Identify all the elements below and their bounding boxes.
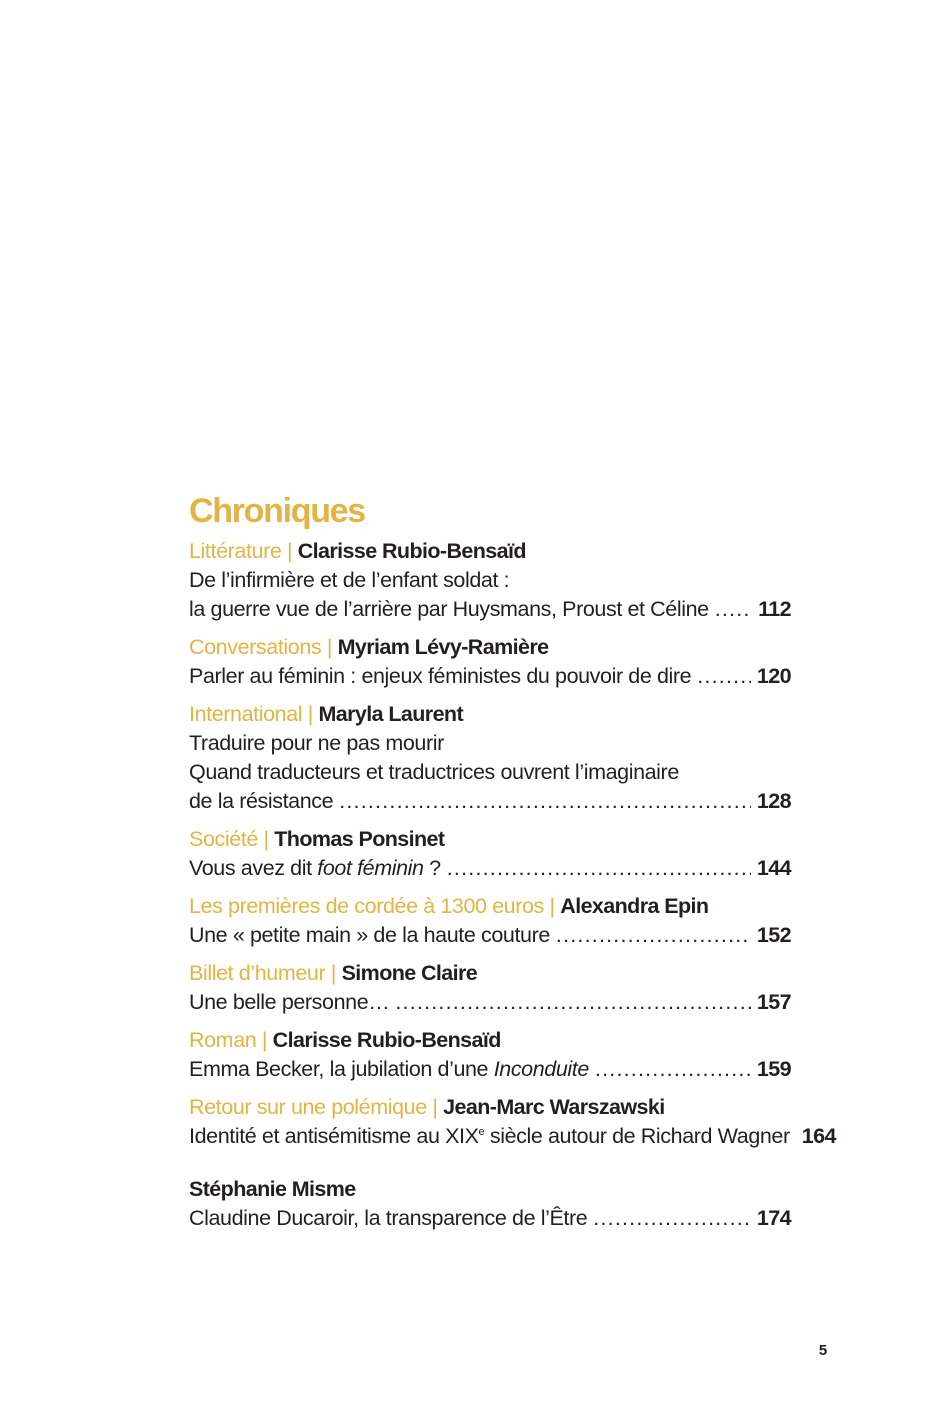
entry-author: Clarisse Rubio-Bensaïd: [297, 539, 526, 563]
separator: |: [330, 961, 336, 985]
page-number[interactable]: 159: [756, 1057, 791, 1081]
entry-rubric: Conversations: [189, 635, 322, 659]
entry-author: Stéphanie Misme: [189, 1177, 356, 1201]
dot-leader: [715, 595, 752, 624]
dot-leader: [595, 1055, 751, 1084]
table-of-contents: [189, 490, 836, 1242]
dot-leader: [395, 988, 751, 1017]
entry-author: Maryla Laurent: [318, 702, 464, 726]
entry-author: Thomas Ponsinet: [274, 827, 445, 851]
entry-title-text: Une belle personne…: [189, 990, 390, 1014]
entry-title-text: de la résistance: [189, 789, 334, 813]
page-number[interactable]: 120: [756, 664, 791, 688]
dot-leader: [447, 854, 751, 883]
entry-rubric: Société: [189, 827, 258, 851]
entry-header: [189, 825, 791, 854]
entry-title-text: Emma Becker, la jubilation d’une Inconduite: [189, 1057, 589, 1081]
entry-author: Alexandra Epin: [560, 894, 709, 918]
separator: |: [261, 1028, 268, 1052]
entry-header: [189, 1026, 791, 1055]
entry-title-text: Claudine Ducaroir, la transparence de l’Être: [189, 1206, 588, 1230]
separator: |: [263, 827, 269, 851]
entry-title-text: Vous avez dit foot féminin ?: [189, 856, 441, 880]
entry-title-line: De l’infirmière et de l’enfant soldat :: [189, 568, 510, 592]
entry-rubric: Les premières de cordée à 1300 euros: [189, 894, 544, 918]
toc-entry: [189, 1026, 791, 1084]
entry-rubric: Retour sur une polémique: [189, 1095, 427, 1119]
toc-entry: [189, 959, 791, 1017]
entry-author: Simone Claire: [341, 961, 478, 985]
entry-title-text: la guerre vue de l’arrière par Huysmans, Proust et Céline: [189, 597, 709, 621]
page-number[interactable]: 164: [801, 1124, 836, 1148]
page-number[interactable]: 128: [756, 789, 791, 813]
dot-leader: [556, 921, 751, 950]
entry-header: [189, 700, 791, 729]
dot-leader: [339, 787, 751, 816]
entry-header: [189, 537, 791, 566]
separator: |: [549, 894, 555, 918]
toc-entry: [189, 700, 791, 816]
entry-rubric: Billet d’humeur: [189, 961, 326, 985]
entry-title-line: [189, 787, 791, 816]
entry-header: [189, 959, 791, 988]
entry-title-line: [189, 1055, 791, 1084]
page-number[interactable]: 144: [756, 856, 791, 880]
folio-page-number: 5: [818, 1342, 828, 1359]
page-number[interactable]: 152: [756, 923, 791, 947]
page-number[interactable]: 157: [756, 990, 791, 1014]
entry-rubric: Littérature: [189, 539, 282, 563]
dot-leader: [593, 1204, 751, 1233]
entry-title-text: Identité et antisémitisme au XIXe siècle autour de Richard Wagner: [189, 1124, 790, 1148]
entry-title-line: Quand traducteurs et traductrices ouvrent l’imaginaire: [189, 760, 679, 784]
entry-header: [189, 1175, 791, 1204]
section-title: Chroniques: [189, 492, 365, 530]
toc-entry: [189, 825, 791, 883]
separator: |: [326, 635, 332, 659]
separator: |: [286, 539, 293, 563]
entry-title-line: [189, 1204, 791, 1233]
entry-title-line: [189, 1122, 836, 1151]
entry-title-line: [189, 921, 791, 950]
entry-title-text: Une « petite main » de la haute couture: [189, 923, 550, 947]
entry-author: Jean-Marc Warszawski: [443, 1095, 665, 1119]
entry-title-text: Parler au féminin : enjeux féministes du pouvoir de dire: [189, 664, 692, 688]
toc-entry: [189, 633, 791, 691]
entry-header: [189, 892, 791, 921]
entry-title-line: [189, 595, 791, 624]
entry-header: [189, 633, 791, 662]
toc-entry: [189, 537, 791, 624]
entry-author: Clarisse Rubio-Bensaïd: [272, 1028, 501, 1052]
toc-entry: [189, 1175, 791, 1233]
entry-title-line: [189, 662, 791, 691]
entry-title-line: [189, 854, 791, 883]
entry-author: Myriam Lévy-Ramière: [337, 635, 549, 659]
dot-leader: [697, 662, 751, 691]
separator: |: [432, 1095, 438, 1119]
entry-title-line: Traduire pour ne pas mourir: [189, 731, 444, 755]
toc-entry: [189, 1093, 836, 1151]
separator: |: [307, 702, 313, 726]
entry-title-line: [189, 988, 791, 1017]
entry-rubric: Roman: [189, 1028, 257, 1052]
entry-header: [189, 1093, 791, 1122]
page-number[interactable]: 112: [758, 597, 791, 621]
toc-entry: [189, 892, 791, 950]
page-number[interactable]: 174: [756, 1206, 791, 1230]
entry-rubric: International: [189, 702, 303, 726]
